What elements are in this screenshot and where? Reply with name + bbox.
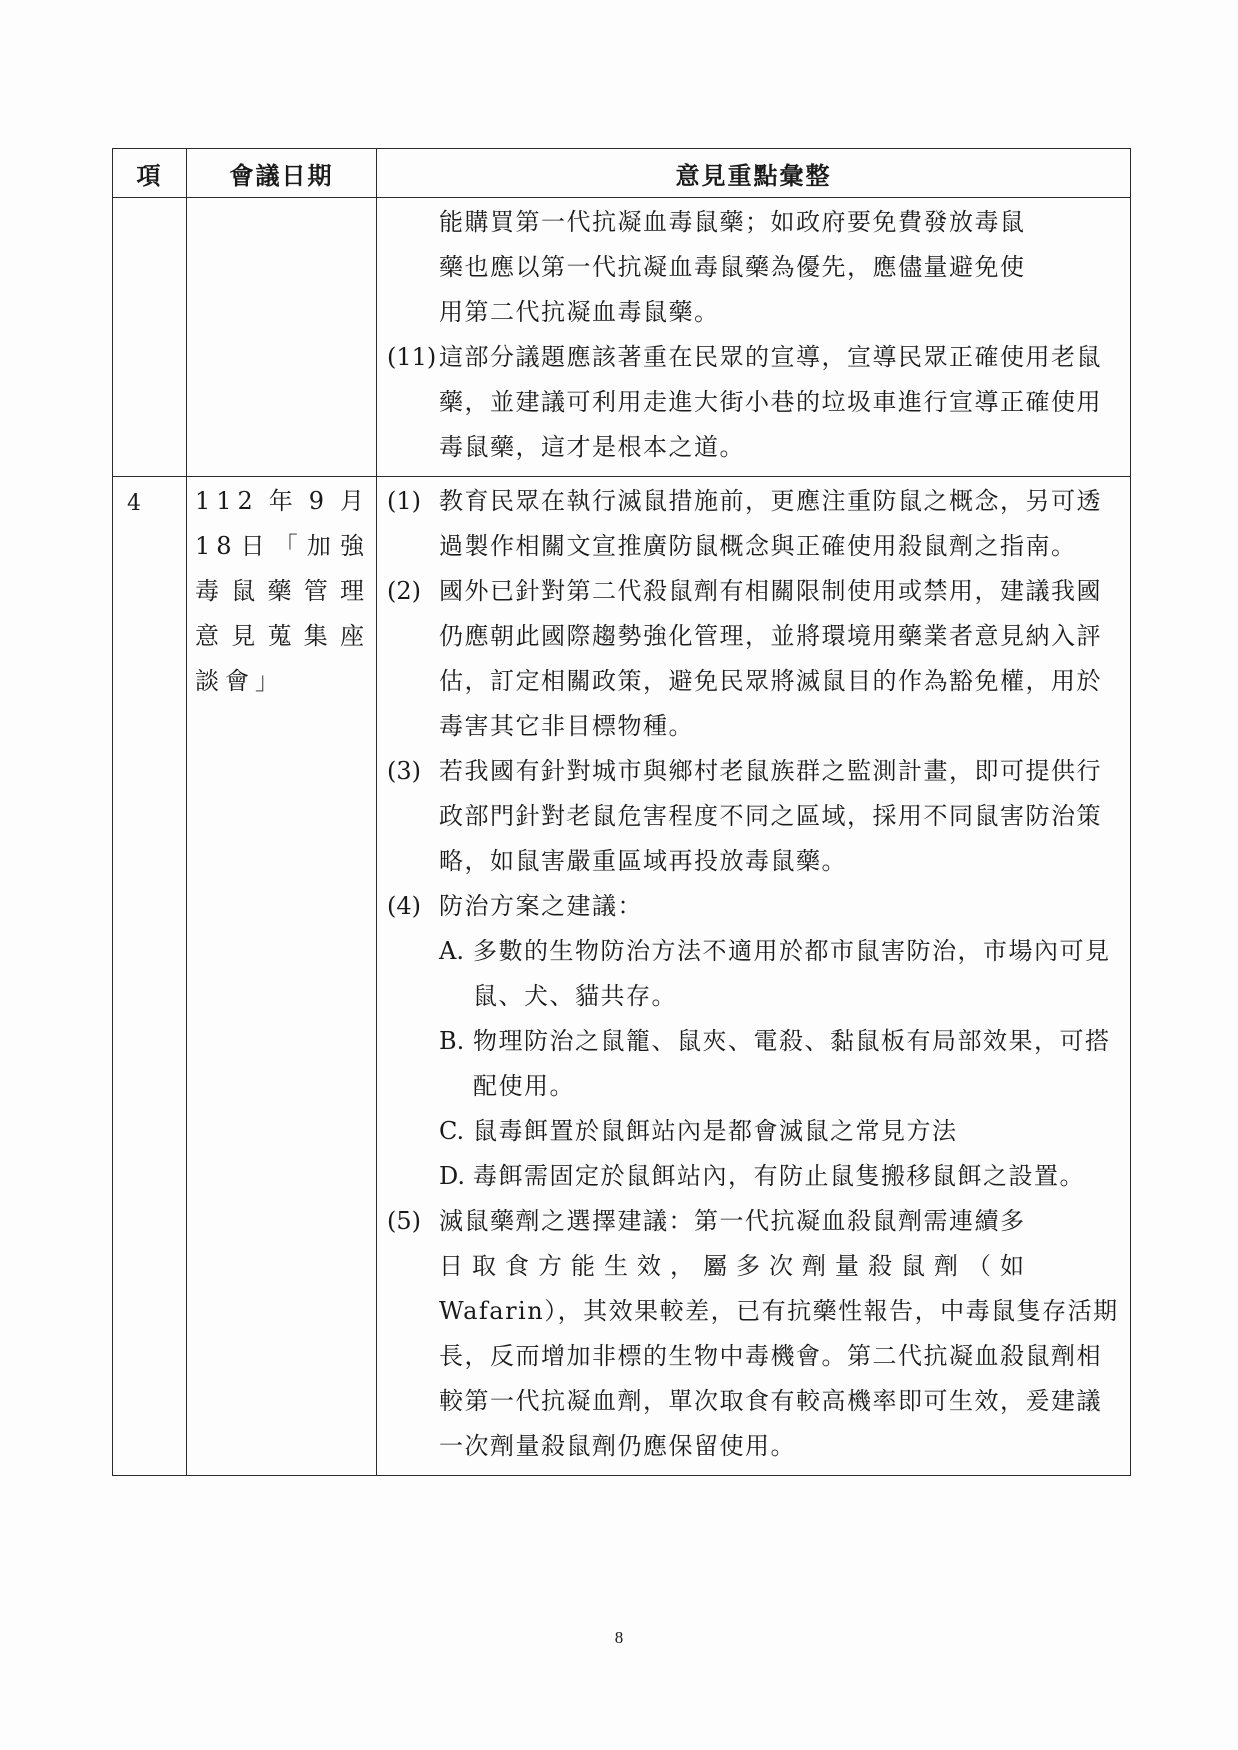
cell-meeting-date: 112年9月18日「加強毒鼠藥管理意見蒐集座談會」 (187, 477, 377, 1476)
item-label: (1) (387, 487, 421, 515)
opinion-summary-table (112, 148, 1131, 1476)
cell-item-number: 4 (113, 477, 187, 1476)
opinion-item-1 (387, 479, 1122, 569)
item-label: (3) (387, 757, 421, 785)
cell-opinions-continued (377, 198, 1131, 477)
cell-number-empty (113, 198, 187, 477)
sub-item-label: C. (439, 1117, 465, 1145)
opinion-item-2 (387, 569, 1122, 749)
sub-item-label: D. (439, 1162, 466, 1190)
item-label: (4) (387, 892, 421, 920)
table-row-4 (113, 477, 1131, 1476)
item-text: 國外已針對第二代殺鼠劑有相關限制使用或禁用，建議我國仍應朝此國際趨勢強化管理，並將環境用藥業者意見納入評估，訂定相關政策，避免民眾將滅鼠目的作為豁免權，用於毒害其它非目標物種。 (439, 577, 1102, 740)
cell-date-empty (187, 198, 377, 477)
item-text: 這部分議題應該著重在民眾的宣導，宣導民眾正確使用老鼠藥，並建議可利用走進大街小巷的垃圾車進行宣導正確使用毒鼠藥，這才是根本之道。 (439, 343, 1102, 461)
continued-line: 用第二代抗凝血毒鼠藥。 (439, 298, 720, 326)
cell-opinions (377, 477, 1131, 1476)
item-text-line-2: 日取食方能生效，屬多次劑量殺鼠劑（如 (439, 1252, 1033, 1280)
item-text-rest: Wafarin），其效果較差，已有抗藥性報告，中毒鼠隻存活期長，反而增加非標的生物中毒機會。第二代抗凝血殺鼠劑相較第一代抗凝血劑，單次取食有較高機率即可生效，爰建議一次劑量殺鼠劑仍應保留使用。 (439, 1297, 1119, 1460)
sub-item-label: B. (439, 1027, 465, 1055)
sub-item-label: A. (439, 937, 464, 965)
sub-item-text: 物理防治之鼠籠、鼠夾、電殺、黏鼠板有局部效果，可搭配使用。 (473, 1027, 1111, 1100)
table-row-continued (113, 198, 1131, 477)
continued-line: 能購買第一代抗凝血毒鼠藥；如政府要免費發放毒鼠 (439, 208, 1026, 236)
opinion-item-5 (387, 1199, 1122, 1469)
sub-item-d (387, 1154, 1122, 1199)
header-opinion-summary: 意見重點彙整 (377, 149, 1131, 198)
sub-item-b (387, 1019, 1122, 1109)
item-label: (11) (387, 343, 437, 371)
sub-item-text: 多數的生物防治方法不適用於都市鼠害防治，市場內可見鼠、犬、貓共存。 (473, 937, 1111, 1010)
sub-item-c (387, 1109, 1122, 1154)
item-label: (2) (387, 577, 421, 605)
opinion-item-11 (387, 335, 1122, 470)
header-meeting-date: 會議日期 (187, 149, 377, 198)
sub-item-text: 鼠毒餌置於鼠餌站內是都會滅鼠之常見方法 (473, 1117, 958, 1145)
item-text: 防治方案之建議： (439, 892, 643, 920)
page-number: 8 (614, 1628, 624, 1647)
sub-item-a (387, 929, 1122, 1019)
opinion-item-3 (387, 749, 1122, 884)
header-item-number: 項 (113, 149, 187, 198)
table-header-row (113, 149, 1131, 198)
item-text: 若我國有針對城市與鄉村老鼠族群之監測計畫，即可提供行政部門針對老鼠危害程度不同之區域，採用不同鼠害防治策略，如鼠害嚴重區域再投放毒鼠藥。 (439, 757, 1102, 875)
item-text-line-1: 滅鼠藥劑之選擇建議：第一代抗凝血殺鼠劑需連續多 (439, 1207, 1026, 1235)
sub-item-text: 毒餌需固定於鼠餌站內，有防止鼠隻搬移鼠餌之設置。 (473, 1162, 1085, 1190)
item-label: (5) (387, 1207, 421, 1235)
item-text: 教育民眾在執行滅鼠措施前，更應注重防鼠之概念，另可透過製作相關文宣推廣防鼠概念與正確使用殺鼠劑之指南。 (439, 487, 1102, 560)
opinion-item-4 (387, 884, 1122, 929)
continued-line: 藥也應以第一代抗凝血毒鼠藥為優先，應儘量避免使 (439, 253, 1026, 281)
